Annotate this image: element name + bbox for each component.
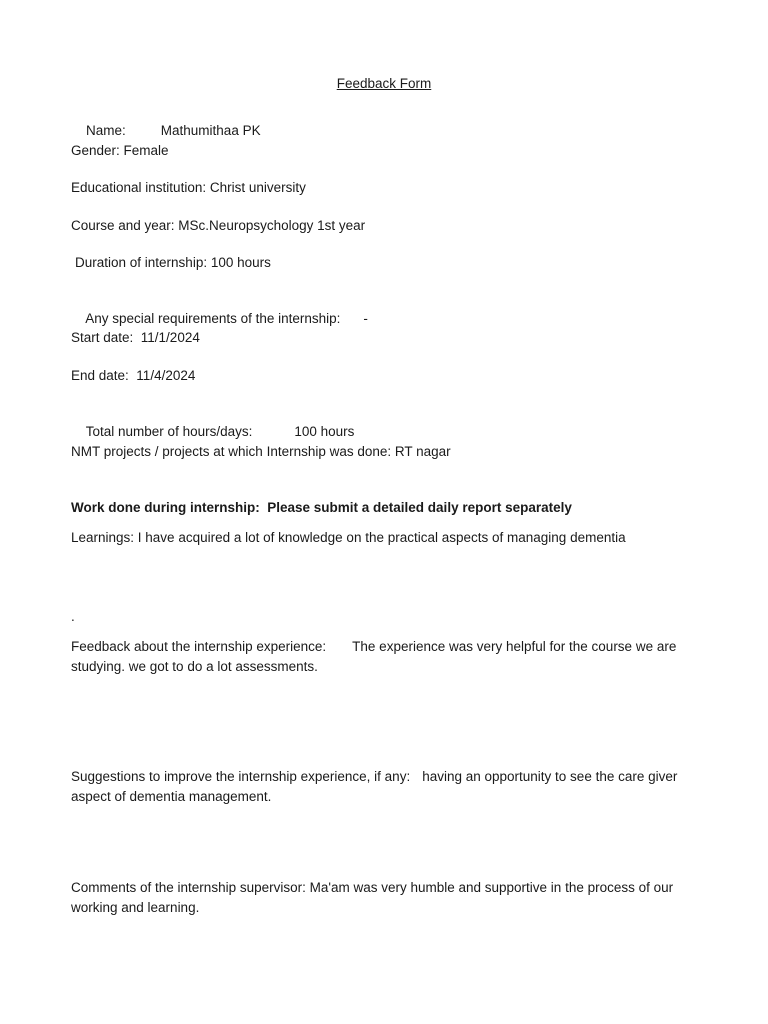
total-hours-value: 100 hours — [294, 424, 355, 439]
comments-paragraph — [71, 878, 701, 918]
stray-dot: . — [71, 609, 75, 624]
course-row: Course and year: MSc.Neuropsychology 1st year — [71, 218, 366, 233]
suggestions-value: having an opportunity to see the care giver aspect of dementia management. — [71, 769, 678, 804]
total-hours-label: Total number of hours/days: — [85, 424, 253, 439]
suggestions-paragraph — [71, 767, 701, 807]
suggestions-label: Suggestions to improve the internship experience, if any: — [71, 769, 411, 784]
special-requirements-value: - — [363, 311, 368, 326]
comments-label: Comments of the internship supervisor: — [71, 880, 306, 895]
comments-value: Ma'am was very humble and supportive in the process of our working and learning. — [71, 880, 674, 915]
start-date-row: Start date: 11/1/2024 — [71, 330, 200, 345]
duration-row: Duration of internship: 100 hours — [75, 255, 271, 270]
feedback-label: Feedback about the internship experience: — [71, 639, 327, 654]
name-value: Mathumithaa PK — [160, 123, 261, 138]
feedback-value: The experience was very helpful for the course we are studying. we got to do a lot assessments. — [71, 639, 677, 674]
institution-row: Educational institution: Christ university — [71, 180, 306, 195]
name-label: Name: — [86, 123, 126, 138]
end-date-row: End date: 11/4/2024 — [71, 368, 196, 383]
feedback-paragraph — [71, 637, 701, 677]
special-requirements-label: Any special requirements of the internship: — [85, 311, 341, 326]
form-title: Feedback Form — [336, 76, 432, 91]
gender-row: Gender: Female — [71, 143, 169, 158]
projects-row: NMT projects / projects at which Internship was done: RT nagar — [71, 444, 451, 459]
work-done-row: Work done during internship: Please submit a detailed daily report separately — [71, 500, 572, 515]
learnings-row: Learnings: I have acquired a lot of knowledge on the practical aspects of managing dementia — [71, 530, 626, 545]
